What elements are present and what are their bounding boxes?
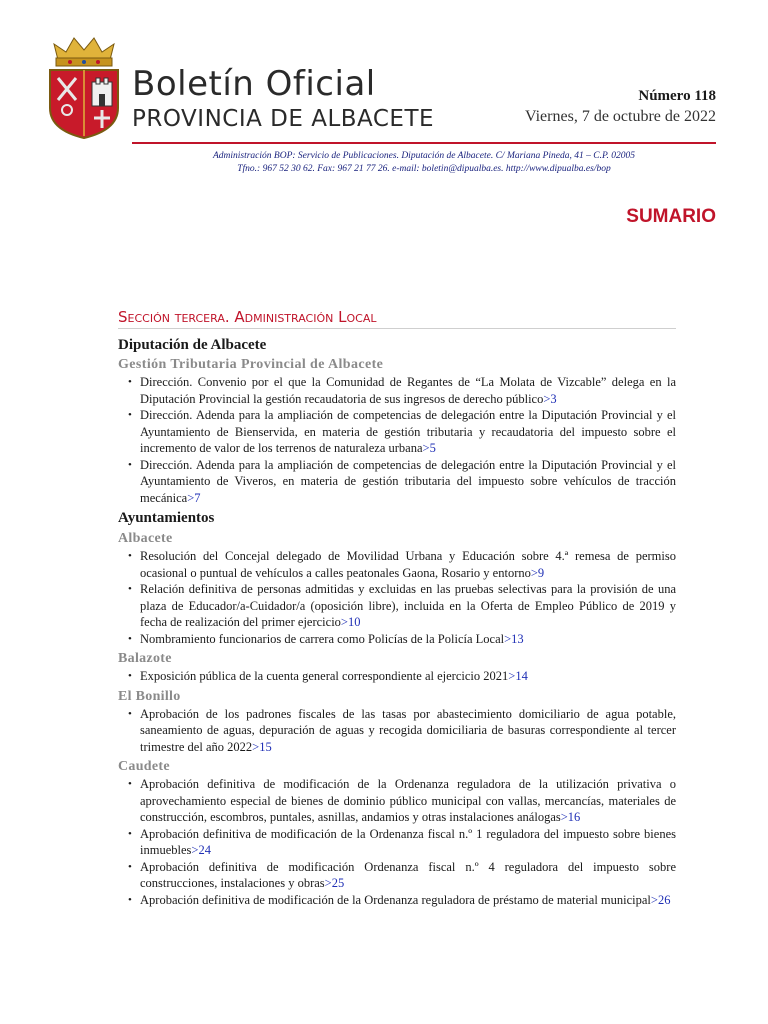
issue-number: Número 118 — [638, 88, 716, 104]
page-link[interactable]: > 13 — [504, 632, 524, 646]
place-albacete: Albacete — [118, 531, 173, 546]
bullet-icon: • — [128, 409, 132, 421]
list-item: • Exposición pública de la cuenta general correspondiente al ejercicio 2021> 14 — [118, 668, 676, 685]
contact-address: Administración BOP: Servicio de Publicaciones. Diputación de Albacete. C/ Mariana Pineda, 41 – C.P. 02005 — [212, 151, 636, 161]
balazote-entries — [118, 668, 676, 685]
list-item: • Dirección. Adenda para la ampliación de competencias de delegación entre la Diputación Provincial y el Ayuntamiento de Bienservida, en materia de gestión tributaria y recaudatoria del impuesto sobre el incremento de valor de los terrenos de naturaleza urbana> 5 — [118, 407, 676, 457]
org-ayuntamientos: Ayuntamientos — [118, 510, 215, 526]
header-divider — [132, 142, 716, 144]
page-link[interactable]: > 14 — [508, 669, 528, 683]
place-el-bonillo: El Bonillo — [118, 688, 181, 704]
bullet-icon: • — [128, 670, 132, 682]
bullet-icon: • — [128, 550, 132, 562]
summary-heading: SUMARIO — [626, 206, 716, 227]
list-item: • Relación definitiva de personas admitidas y excluidas en las pruebas selectivas para la provisión de una plaza de Educador/a-Cuidador/a (oposición libre), incluida en la Oferta de Empleo Público de 2019 y fecha de realización del primer ejercicio> 10 — [118, 581, 676, 631]
list-item: • Nombramiento funcionarios de carrera como Policías de la Policía Local> 13 — [118, 631, 676, 648]
diputacion-entries — [118, 374, 676, 506]
province-subtitle: PROVINCIA DE ALBACETE — [132, 106, 435, 132]
province-coat-of-arms — [44, 30, 124, 140]
sub-org-gestion-tributaria: Gestión Tributaria Provincial de Albacete — [118, 357, 384, 372]
page-link[interactable]: > 16 — [561, 810, 581, 824]
list-item: • Dirección. Convenio por el que la Comunidad de Regantes de “La Molata de Vizcable” delega en la Diputación Provincial la gestión recaudatoria de sus ingresos de derecho público> 3 — [118, 374, 676, 407]
page-link[interactable]: > 10 — [341, 615, 361, 629]
place-caudete: Caudete — [118, 759, 170, 774]
section-title: Sección tercera. Administración Local — [118, 308, 676, 329]
page-link[interactable]: > 26 — [651, 893, 671, 907]
bullet-icon: • — [128, 860, 132, 873]
bullet-icon: • — [128, 376, 132, 388]
bullet-icon: • — [128, 893, 132, 906]
list-item: • Resolución del Concejal delegado de Movilidad Urbana y Educación sobre 4.ª remesa de permiso ocasional o puntual de vehículos a calles peatonales Gaona, Rosario y entorno> 9 — [118, 548, 676, 581]
page-link[interactable]: > 5 — [423, 441, 436, 455]
page-link[interactable]: > 7 — [187, 491, 200, 505]
bullet-icon: • — [128, 632, 132, 645]
page-link[interactable]: > 25 — [325, 876, 345, 890]
bulletin-title: Boletín Oficial — [132, 64, 376, 104]
page-link[interactable]: > 9 — [531, 566, 544, 580]
caudete-entries — [118, 776, 676, 908]
bullet-icon: • — [128, 827, 132, 840]
list-item: • Aprobación definitiva de modificación Ordenanza fiscal n.º 4 reguladora del impuesto sobre construcciones, instalaciones y obras> 25 — [118, 859, 676, 892]
contact-info — [132, 150, 716, 176]
list-item: • Aprobación definitiva de modificación de la Ordenanza reguladora de préstamo de material municipal> 26 — [118, 892, 676, 909]
issue-date: Viernes, 7 de octubre de 2022 — [525, 108, 716, 125]
crown-shape — [54, 38, 114, 60]
list-item: • Aprobación definitiva de modificación de la Ordenanza fiscal n.º 1 reguladora del impuesto sobre bienes inmuebles> 24 — [118, 826, 676, 859]
bullet-icon: • — [128, 778, 132, 790]
page-link[interactable]: > 15 — [252, 740, 272, 754]
list-item: • Dirección. Adenda para la ampliación de competencias de delegación entre la Diputación Provincial y el Ayuntamiento de Viveros, en materia de gestión tributaria del impuesto sobre vehículos de tracción mecánica> 7 — [118, 457, 676, 507]
list-item: • Aprobación definitiva de modificación de la Ordenanza reguladora de la utilización privativa o aprovechamiento especial de bienes de dominio público municipal con vallas, mercancías, materiales de construcción, escombros, puntales, asnillas, andamios y otras instalaciones análogas> 16 — [118, 776, 676, 826]
page-link[interactable]: > 24 — [191, 843, 211, 857]
albacete-entries — [118, 548, 676, 647]
bullet-icon: • — [128, 707, 132, 720]
place-balazote: Balazote — [118, 651, 172, 666]
el-bonillo-entries — [118, 706, 676, 756]
list-item: • Aprobación de los padrones fiscales de las tasas por abastecimiento domiciliario de agua potable, saneamiento de aguas, depuración de aguas y recogida domiciliaria de basuras correspondiente al tercer trimestre del año 2022> 15 — [118, 706, 676, 756]
contact-phone-email[interactable]: Tfno.: 967 52 30 62. Fax: 967 21 77 26. e-mail: boletin@dipualba.es. http://www.dipualba.es/bop — [237, 164, 611, 174]
bullet-icon: • — [128, 458, 132, 471]
summary-contents — [118, 308, 676, 910]
bullet-icon: • — [128, 583, 132, 595]
page-link[interactable]: > 3 — [543, 392, 556, 406]
org-diputacion: Diputación de Albacete — [118, 337, 267, 353]
